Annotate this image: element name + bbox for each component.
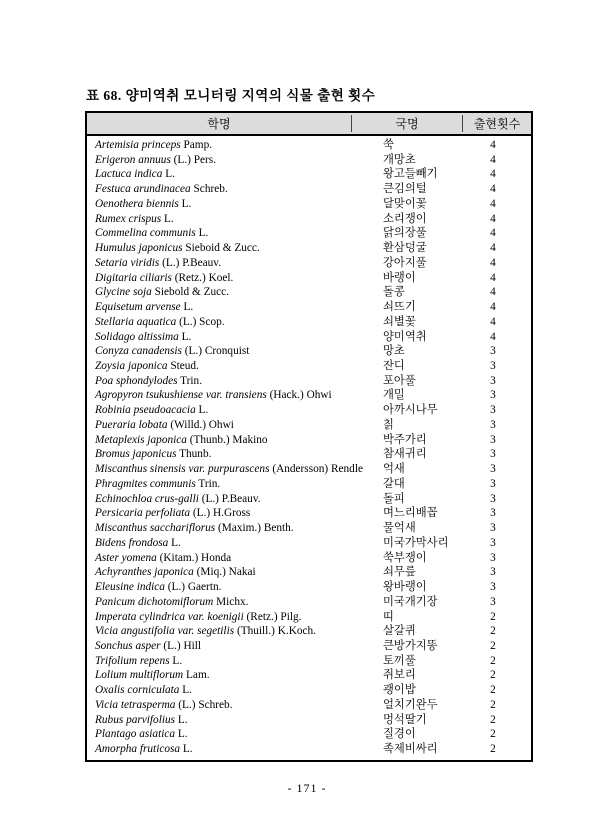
author-citation: Schreb. [193, 183, 228, 196]
korean-name-cell: 쇠별꽃 [383, 315, 416, 328]
scientific-name-cell [87, 197, 383, 212]
korean-name-cell: 갈대 [383, 477, 405, 490]
author-citation: L. [171, 536, 181, 549]
korean-name-cell: 강아지풀 [383, 256, 427, 269]
table-row [87, 153, 531, 168]
author-citation: L. [164, 212, 174, 225]
scientific-name-cell [87, 167, 383, 182]
table-row [87, 551, 531, 566]
occurrence-count-cell: 4 [490, 286, 496, 299]
table-row [87, 742, 531, 757]
occurrence-count-cell: 3 [490, 448, 496, 461]
author-citation: (Kitam.) Honda [159, 551, 232, 564]
scientific-name-italic: Setaria viridis [95, 256, 160, 269]
korean-name-cell: 왕바랭이 [383, 581, 427, 594]
scientific-name-cell [87, 403, 383, 418]
korean-name-cell: 토끼풀 [383, 654, 416, 667]
occurrence-count-cell: 3 [490, 507, 496, 520]
table-body [87, 136, 531, 760]
author-citation: Pamp. [183, 139, 213, 151]
table-row [87, 285, 531, 300]
scientific-name-cell [87, 241, 383, 256]
column-header-occurrence-count: 출현횟수 [462, 115, 531, 132]
korean-name-cell: 살갈퀴 [383, 625, 416, 638]
scientific-name-italic: Solidago altissima [95, 330, 179, 343]
scientific-name-italic: Vicia tetrasperma [95, 698, 176, 711]
occurrence-count-cell: 3 [490, 463, 496, 476]
scientific-name-cell [87, 624, 383, 639]
scientific-name-italic: Bromus japonicus [95, 448, 177, 461]
scientific-name-cell [87, 182, 383, 197]
author-citation: (Willd.) Ohwi [170, 418, 234, 431]
korean-name-cell: 쇠뜨기 [383, 301, 416, 314]
korean-name-cell: 돌피 [383, 492, 405, 505]
korean-name-cell: 잔디 [383, 360, 405, 373]
table-header-row [87, 113, 531, 136]
occurrence-count-cell: 4 [490, 330, 496, 343]
scientific-name-cell [87, 212, 383, 227]
scientific-name-cell [87, 698, 383, 713]
scientific-name-cell [87, 654, 383, 669]
author-citation: L. [177, 728, 188, 741]
occurrence-count-cell: 3 [490, 418, 496, 431]
scientific-name-cell [87, 271, 383, 286]
occurrence-count-cell: 4 [490, 153, 496, 166]
author-citation: L. [181, 330, 192, 343]
korean-name-cell: 쥐보리 [383, 669, 416, 682]
scientific-name-cell [87, 300, 383, 315]
author-citation: Michx. [216, 595, 249, 608]
scientific-name-italic: Agropyron tsukushiense var. transiens [95, 389, 267, 402]
table-row [87, 477, 531, 492]
author-citation: (L.) Scop. [179, 315, 225, 328]
occurrence-count-cell: 3 [490, 404, 496, 417]
author-citation: (Miq.) Nakai [196, 566, 256, 579]
scientific-name-italic: Metaplexis japonica [95, 433, 187, 446]
author-citation: Siebold & Zucc. [154, 286, 229, 299]
table-row [87, 359, 531, 374]
table-row [87, 683, 531, 698]
scientific-name-italic: Vicia angustifolia var. segetilis [95, 625, 235, 638]
column-header-korean-name: 국명 [351, 115, 462, 132]
scientific-name-italic: Festuca arundinacea [95, 183, 191, 196]
table-row [87, 403, 531, 418]
author-citation: (L.) Pers. [173, 153, 217, 166]
scientific-name-cell [87, 713, 383, 728]
author-citation: (Andersson) Rendle [272, 463, 363, 476]
occurrence-count-cell: 2 [490, 654, 496, 667]
table-row [87, 639, 531, 654]
table-row [87, 580, 531, 595]
occurrence-count-cell: 2 [490, 684, 496, 697]
author-citation: L. [172, 654, 183, 667]
table-row [87, 698, 531, 713]
scientific-name-cell [87, 580, 383, 595]
korean-name-cell: 괭이밥 [383, 684, 416, 697]
occurrence-count-cell: 3 [490, 522, 496, 535]
scientific-name-italic: Humulus japonicus [95, 242, 183, 255]
korean-name-cell: 칡 [383, 418, 394, 431]
occurrence-count-cell: 2 [490, 639, 496, 652]
korean-name-cell: 바랭이 [383, 271, 416, 284]
scientific-name-italic: Rumex crispus [95, 212, 162, 225]
table-row [87, 713, 531, 728]
table-row [87, 182, 531, 197]
korean-name-cell: 미국가막사리 [383, 536, 449, 549]
occurrence-count-cell: 4 [490, 301, 496, 314]
author-citation: (Maxim.) Benth. [218, 522, 294, 535]
author-citation: L. [182, 684, 192, 697]
occurrence-count-cell: 3 [490, 374, 496, 387]
korean-name-cell: 쇠무릎 [383, 566, 416, 579]
scientific-name-cell [87, 462, 383, 477]
table-row [87, 315, 531, 330]
occurrence-count-cell: 4 [490, 197, 496, 210]
occurrence-count-cell: 4 [490, 256, 496, 269]
occurrence-count-cell: 4 [490, 183, 496, 196]
plant-occurrence-table [85, 111, 533, 762]
scientific-name-italic: Plantago asiatica [95, 728, 176, 741]
occurrence-count-cell: 3 [490, 551, 496, 564]
scientific-name-cell [87, 742, 383, 757]
scientific-name-italic: Imperata cylindrica var. koenigii [95, 610, 244, 623]
table-row [87, 388, 531, 403]
table-row [87, 521, 531, 536]
korean-name-cell: 달맞이꽃 [383, 197, 427, 210]
author-citation: (L.) Cronquist [184, 345, 250, 358]
scientific-name-italic: Panicum dichotomiflorum [95, 595, 214, 608]
scientific-name-cell [87, 727, 383, 742]
scientific-name-italic: Artemisia princeps [95, 139, 181, 151]
author-citation: L. [198, 404, 209, 417]
occurrence-count-cell: 4 [490, 242, 496, 255]
scientific-name-italic: Erigeron annuus [95, 153, 171, 166]
scientific-name-italic: Lolium multiflorum [95, 669, 184, 682]
korean-name-cell: 멍석딸기 [383, 713, 427, 726]
scientific-name-cell [87, 344, 383, 359]
scientific-name-cell [87, 285, 383, 300]
author-citation: (Thunb.) Makino [189, 433, 268, 446]
table-row [87, 271, 531, 286]
table-row [87, 595, 531, 610]
scientific-name-italic: Oenothera biennis [95, 197, 179, 210]
author-citation: (L.) Hill [163, 639, 202, 652]
table-row [87, 492, 531, 507]
korean-name-cell: 쑥부쟁이 [383, 551, 427, 564]
scientific-name-italic: Glycine soja [95, 286, 152, 299]
table-row [87, 624, 531, 639]
author-citation: Trin. [180, 374, 203, 387]
scientific-name-cell [87, 639, 383, 654]
table-row [87, 727, 531, 742]
author-citation: (L.) Gaertn. [167, 581, 222, 594]
occurrence-count-cell: 3 [490, 566, 496, 579]
author-citation: (Retz.) Koel. [174, 271, 234, 284]
scientific-name-italic: Miscanthus sinensis var. purpurascens [95, 463, 270, 476]
korean-name-cell: 아까시나무 [383, 404, 438, 417]
scientific-name-italic: Lactuca indica [95, 168, 163, 181]
korean-name-cell: 큰김의털 [383, 183, 427, 196]
scientific-name-italic: Miscanthus sacchariflorus [95, 522, 216, 535]
scientific-name-cell [87, 565, 383, 580]
korean-name-cell: 질경이 [383, 728, 416, 741]
occurrence-count-cell: 3 [490, 433, 496, 446]
korean-name-cell: 박주가리 [383, 433, 427, 446]
author-citation: (L.) P.Beauv. [201, 492, 261, 505]
scientific-name-italic: Trifolium repens [95, 654, 170, 667]
korean-name-cell: 양미역취 [383, 330, 427, 343]
table-row [87, 374, 531, 389]
korean-name-cell: 개밀 [383, 389, 405, 402]
scientific-name-italic: Amorpha fruticosa [95, 743, 181, 756]
occurrence-count-cell: 2 [490, 669, 496, 682]
table-row [87, 506, 531, 521]
author-citation: (L.) Schreb. [178, 698, 233, 711]
scientific-name-cell [87, 153, 383, 168]
scientific-name-cell [87, 374, 383, 389]
author-citation: L. [182, 743, 193, 756]
occurrence-count-cell: 3 [490, 477, 496, 490]
occurrence-count-cell: 3 [490, 581, 496, 594]
author-citation: Trin. [198, 477, 221, 490]
korean-name-cell: 족제비싸리 [383, 743, 438, 756]
korean-name-cell: 왕고들빼기 [383, 168, 438, 181]
occurrence-count-cell: 2 [490, 610, 496, 623]
scientific-name-cell [87, 330, 383, 345]
author-citation: (Hack.) Ohwi [269, 389, 332, 402]
korean-name-cell: 돌콩 [383, 286, 405, 299]
author-citation: L. [181, 197, 192, 210]
scientific-name-italic: Aster yomena [95, 551, 157, 564]
korean-name-cell: 미국개기장 [383, 595, 438, 608]
table-row [87, 212, 531, 227]
scientific-name-italic: Echinochloa crus-galli [95, 492, 199, 505]
table-row [87, 138, 531, 153]
korean-name-cell: 환삼덩굴 [383, 242, 427, 255]
author-citation: Lam. [186, 669, 210, 682]
scientific-name-cell [87, 610, 383, 625]
occurrence-count-cell: 2 [490, 625, 496, 638]
author-citation: L. [183, 301, 194, 314]
table-row [87, 167, 531, 182]
table-row [87, 668, 531, 683]
scientific-name-italic: Poa sphondylodes [95, 374, 178, 387]
author-citation: (L.) H.Gross [192, 507, 251, 520]
scientific-name-cell [87, 595, 383, 610]
author-citation: Thunb. [179, 448, 212, 461]
table-row [87, 462, 531, 477]
table-row [87, 241, 531, 256]
korean-name-cell: 며느리배꼽 [383, 507, 438, 520]
korean-name-cell: 억새 [383, 463, 405, 476]
occurrence-count-cell: 2 [490, 743, 496, 756]
korean-name-cell: 닭의장풀 [383, 227, 427, 240]
occurrence-count-cell: 3 [490, 595, 496, 608]
table-row [87, 256, 531, 271]
scientific-name-italic: Commelina communis [95, 227, 196, 240]
scientific-name-italic: Achyranthes japonica [95, 566, 194, 579]
table-row [87, 300, 531, 315]
page-number: - 171 - [287, 781, 327, 795]
scientific-name-cell [87, 447, 383, 462]
occurrence-count-cell: 2 [490, 713, 496, 726]
scientific-name-cell [87, 551, 383, 566]
scientific-name-italic: Rubus parvifolius [95, 713, 176, 726]
scientific-name-cell [87, 521, 383, 536]
occurrence-count-cell: 4 [490, 139, 496, 151]
occurrence-count-cell: 3 [490, 492, 496, 505]
scientific-name-cell [87, 388, 383, 403]
korean-name-cell: 포아풀 [383, 374, 416, 387]
scientific-name-cell [87, 418, 383, 433]
scientific-name-italic: Eleusine indica [95, 581, 165, 594]
scientific-name-cell [87, 433, 383, 448]
table-row [87, 610, 531, 625]
korean-name-cell: 얼치기완두 [383, 698, 438, 711]
scientific-name-italic: Digitaria ciliaris [95, 271, 172, 284]
table-row [87, 344, 531, 359]
scientific-name-italic: Pueraria lobata [95, 418, 168, 431]
table-row [87, 654, 531, 669]
table-row [87, 447, 531, 462]
scientific-name-cell [87, 668, 383, 683]
occurrence-count-cell: 4 [490, 168, 496, 181]
occurrence-count-cell: 3 [490, 536, 496, 549]
table-caption: 표 68. 양미역취 모니터링 지역의 식물 출현 횟수 [86, 88, 376, 103]
scientific-name-italic: Oxalis corniculata [95, 684, 180, 697]
scientific-name-italic: Bidens frondosa [95, 536, 169, 549]
korean-name-cell: 소리쟁이 [383, 212, 427, 225]
korean-name-cell: 쑥 [383, 139, 394, 151]
column-header-scientific-name: 학명 [207, 117, 231, 131]
scientific-name-cell [87, 226, 383, 241]
author-citation: Sieboid & Zucc. [185, 242, 260, 255]
scientific-name-cell [87, 359, 383, 374]
scientific-name-italic: Robinia pseudoacacia [95, 404, 196, 417]
table-row [87, 536, 531, 551]
occurrence-count-cell: 2 [490, 698, 496, 711]
korean-name-cell: 물억새 [383, 522, 416, 535]
scientific-name-italic: Sonchus asper [95, 639, 161, 652]
author-citation: (Retz.) Pilg. [246, 610, 302, 623]
occurrence-count-cell: 2 [490, 728, 496, 741]
table-row [87, 418, 531, 433]
scientific-name-cell [87, 477, 383, 492]
scientific-name-italic: Equisetum arvense [95, 301, 181, 314]
table-row [87, 330, 531, 345]
scientific-name-italic: Stellaria aquatica [95, 315, 177, 328]
scientific-name-cell [87, 315, 383, 330]
scientific-name-cell [87, 138, 383, 153]
scientific-name-italic: Zoysia japonica [95, 360, 168, 373]
korean-name-cell: 참새귀리 [383, 448, 427, 461]
author-citation: Steud. [170, 360, 199, 373]
occurrence-count-cell: 3 [490, 389, 496, 402]
author-citation: L. [198, 227, 209, 240]
author-citation: L. [177, 713, 188, 726]
korean-name-cell: 띠 [383, 610, 394, 623]
table-row [87, 226, 531, 241]
table-row [87, 197, 531, 212]
scientific-name-cell [87, 506, 383, 521]
occurrence-count-cell: 4 [490, 212, 496, 225]
scientific-name-italic: Conyza canadensis [95, 345, 182, 358]
occurrence-count-cell: 4 [490, 315, 496, 328]
scientific-name-cell [87, 536, 383, 551]
occurrence-count-cell: 4 [490, 227, 496, 240]
scientific-name-italic: Phragmites communis [95, 477, 196, 490]
korean-name-cell: 개망초 [383, 153, 416, 166]
korean-name-cell: 큰방가지똥 [383, 639, 438, 652]
author-citation: (L.) P.Beauv. [162, 256, 222, 269]
occurrence-count-cell: 4 [490, 271, 496, 284]
scientific-name-italic: Persicaria perfoliata [95, 507, 191, 520]
scientific-name-cell [87, 492, 383, 507]
scientific-name-cell [87, 256, 383, 271]
occurrence-count-cell: 3 [490, 360, 496, 373]
table-row [87, 433, 531, 448]
scientific-name-cell [87, 683, 383, 698]
author-citation: L. [165, 168, 176, 181]
author-citation: (Thuill.) K.Koch. [236, 625, 316, 638]
occurrence-count-cell: 3 [490, 345, 496, 358]
table-row [87, 565, 531, 580]
korean-name-cell: 망초 [383, 345, 405, 358]
